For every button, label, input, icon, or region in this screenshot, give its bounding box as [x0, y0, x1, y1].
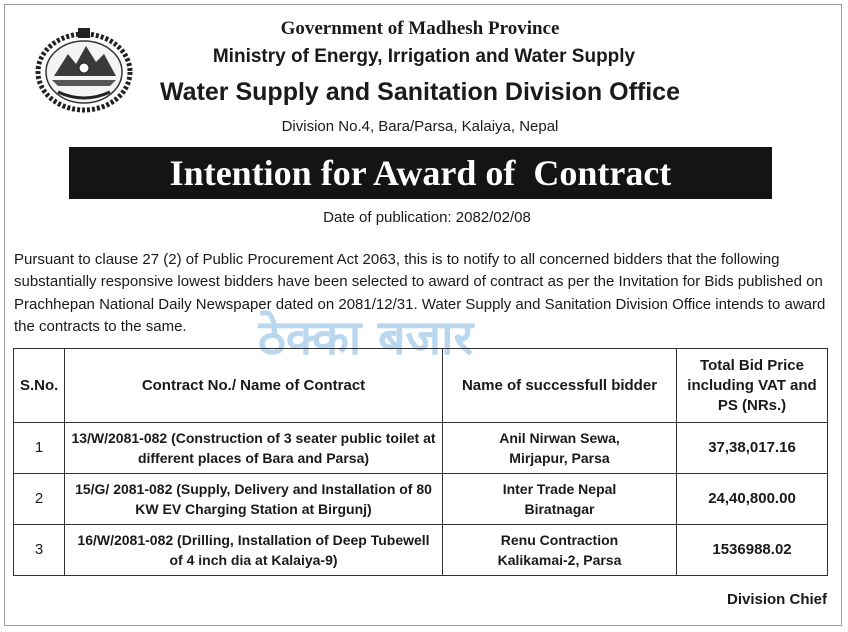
row-price: 1536988.02 — [677, 525, 828, 576]
header-sno: S.No. — [14, 349, 65, 423]
row-contract: 13/W/2081-082 (Construction of 3 seater public toilet at different places of Bara and Parsa) — [65, 423, 443, 474]
ministry-heading: Ministry of Energy, Irrigation and Water Supply — [212, 46, 636, 67]
bidder-place: Biratnagar — [524, 501, 595, 517]
row-price: 24,40,800.00 — [677, 474, 828, 525]
bidder-name: Renu Contraction — [500, 532, 619, 548]
award-table — [13, 348, 828, 576]
bidder-place: Kalikamai-2, Parsa — [497, 552, 622, 568]
bidder-name: Inter Trade Nepal — [502, 481, 617, 497]
bidder-name: Anil Nirwan Sewa, — [499, 430, 620, 446]
row-sno: 1 — [14, 423, 65, 474]
header-bidder: Name of successfull bidder — [443, 349, 677, 423]
publication-date: Date of publication: 2082/02/08 — [323, 209, 531, 226]
table-header-row — [14, 349, 828, 423]
row-price: 37,38,017.16 — [677, 423, 828, 474]
row-sno: 3 — [14, 525, 65, 576]
signature-label: Division Chief — [726, 591, 827, 608]
office-heading: Water Supply and Sanitation Division Office — [160, 78, 680, 106]
row-contract: 16/W/2081-082 (Drilling, Installation of Deep Tubewell of 4 inch dia at Kalaiya-9) — [65, 525, 443, 576]
row-bidder — [443, 474, 677, 525]
notice-body: Pursuant to clause 27 (2) of Public Procurement Act 2063, this is to notify to all concerned bidders that the following substantially responsive lowest bidders have been selected to award of contract as per the Invitation for Bids published on Prachhepan National Daily Newspaper dated on 2081/12/31. Water Supply and Sanitation Division Office intends to award the contracts to the same. — [14, 251, 826, 335]
row-sno: 2 — [14, 474, 65, 525]
header-contract: Contract No./ Name of Contract — [65, 349, 443, 423]
row-bidder — [443, 525, 677, 576]
watermark-text: ठेक्का बजार — [258, 310, 474, 364]
table-row — [14, 525, 828, 576]
table-row — [14, 423, 828, 474]
government-heading: Government of Madhesh Province — [280, 18, 560, 39]
row-bidder — [443, 423, 677, 474]
table-row — [14, 474, 828, 525]
header-price: Total Bid Price including VAT and PS (NRs.) — [677, 349, 828, 423]
row-contract: 15/G/ 2081-082 (Supply, Delivery and Installation of 80 KW EV Charging Station at Birgunj) — [65, 474, 443, 525]
division-address: Division No.4, Bara/Parsa, Kalaiya, Nepal — [281, 118, 559, 135]
bidder-place: Mirjapur, Parsa — [509, 450, 610, 466]
notice-title: Intention for Award of Contract — [69, 147, 772, 199]
